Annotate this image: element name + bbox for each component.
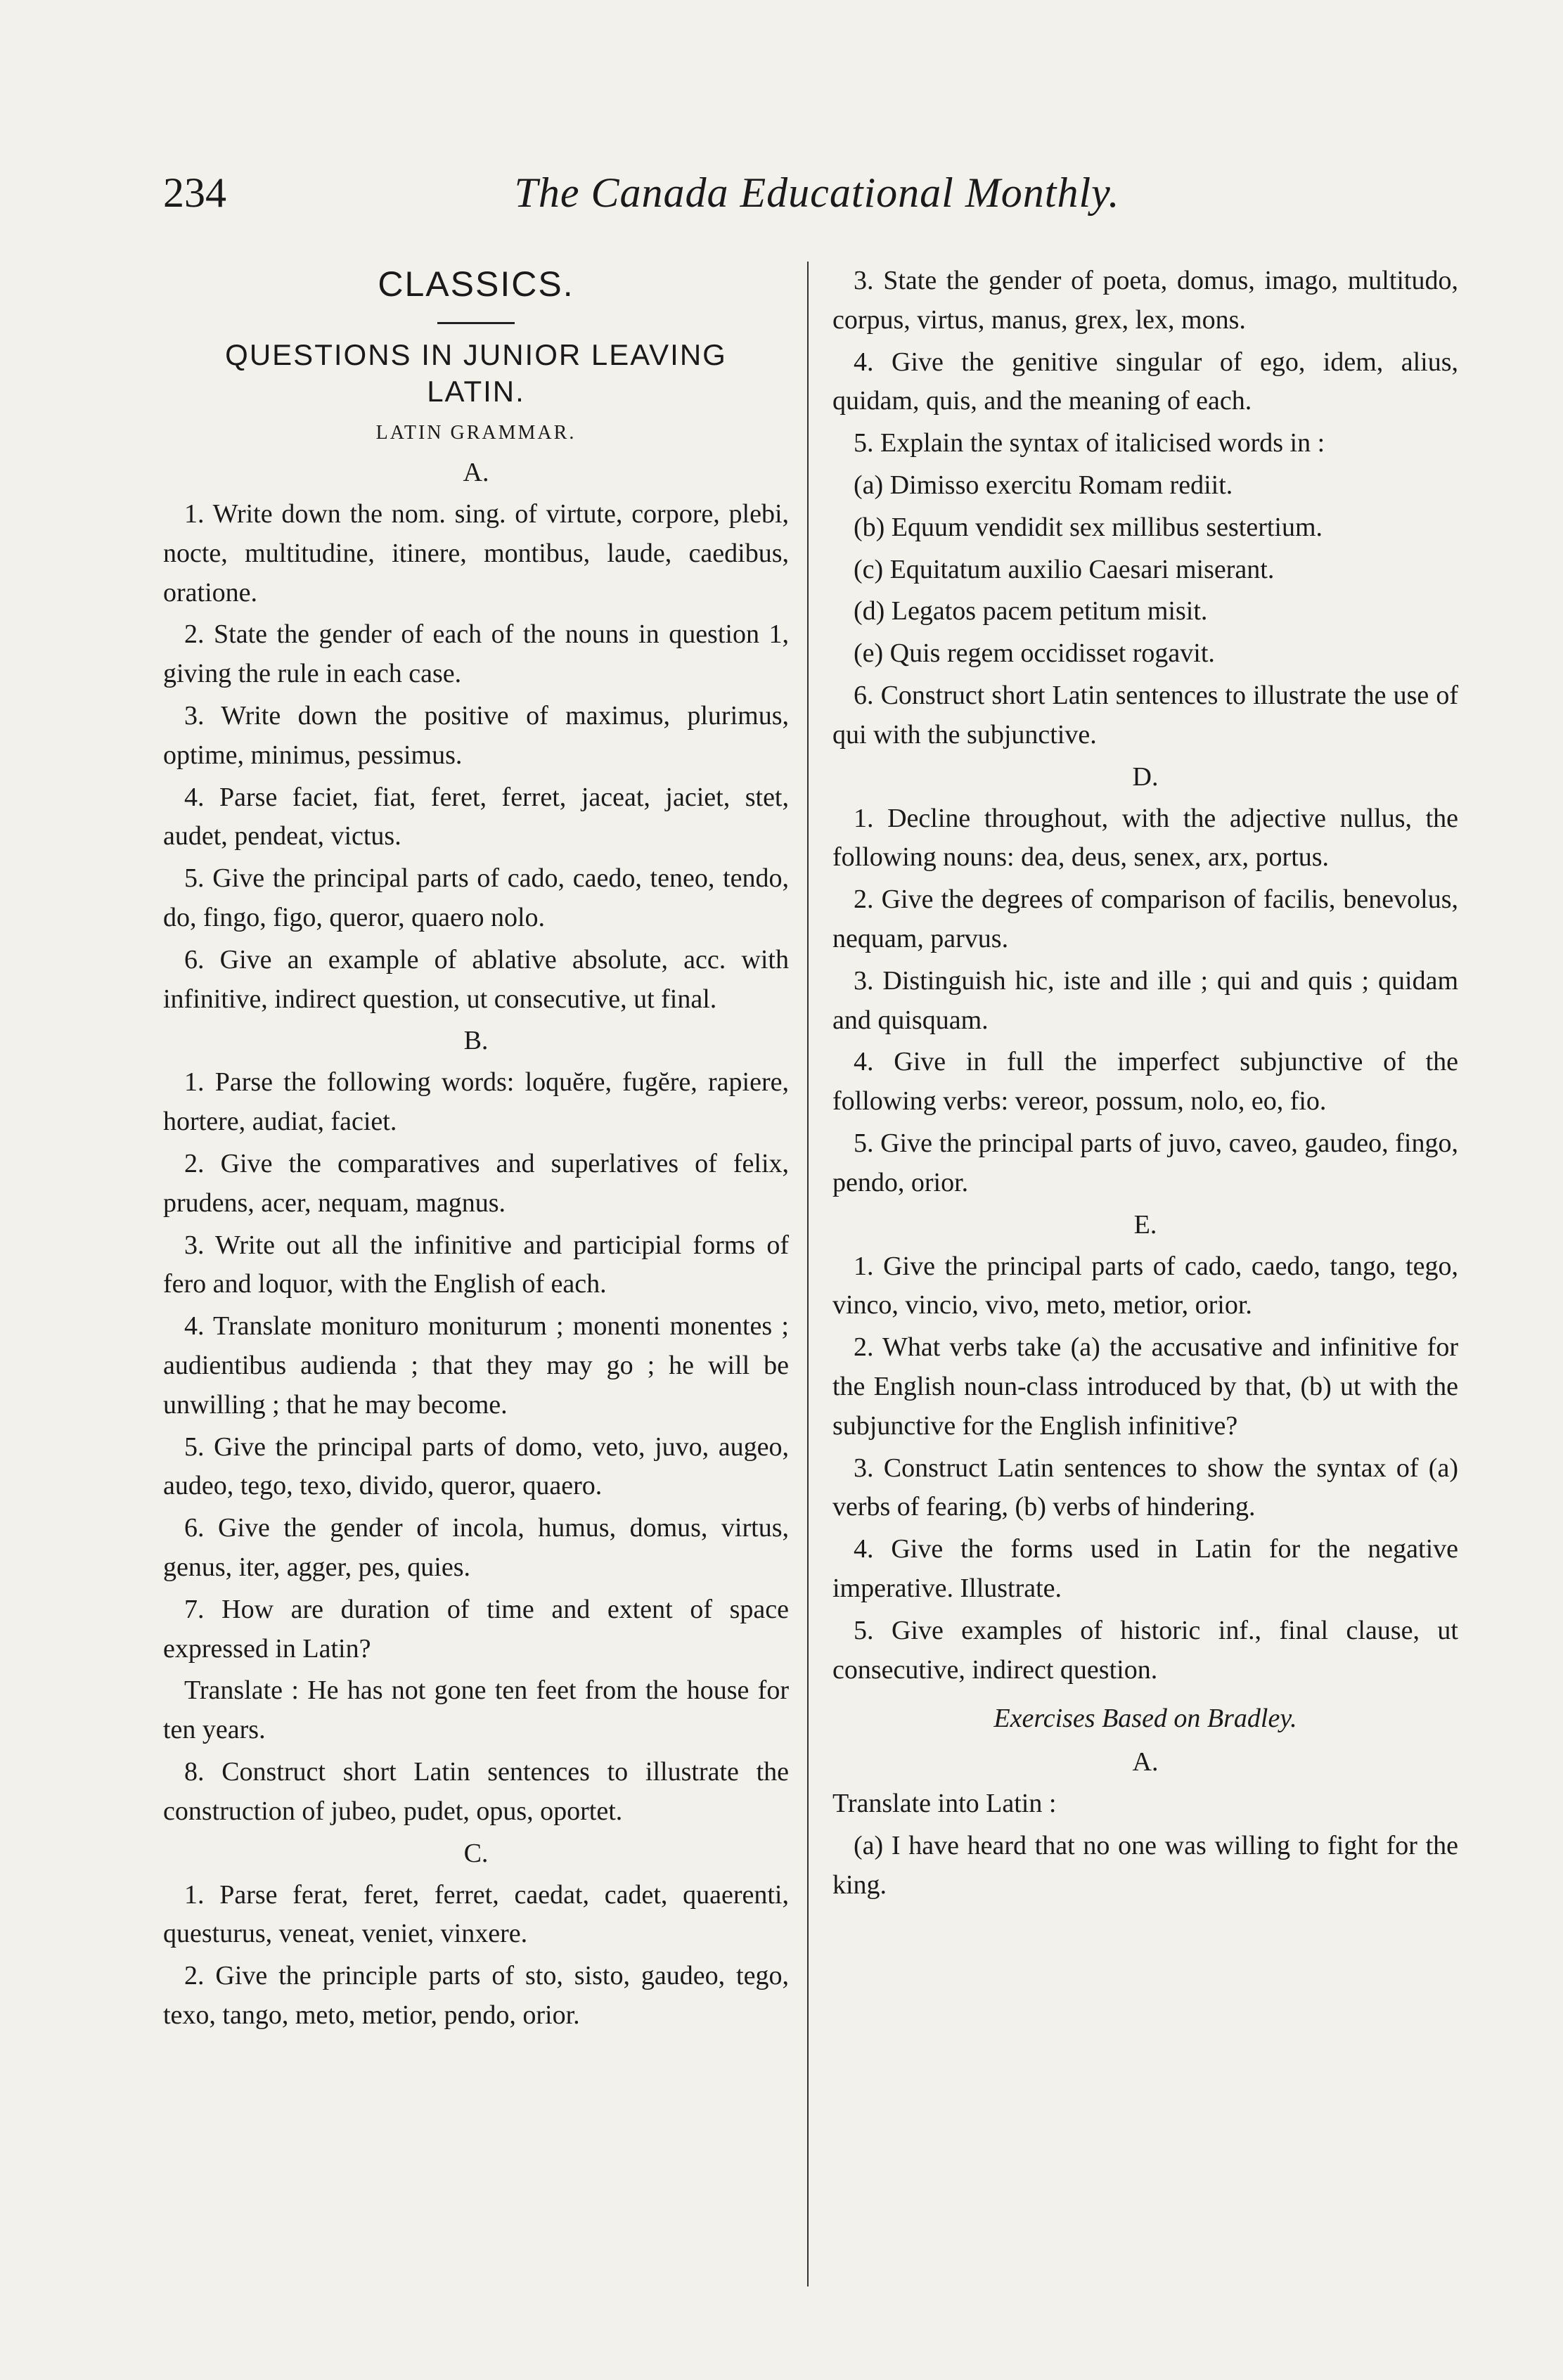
question-c4: 4. Give the genitive singular of ego, idem, alius, quidam, quis, and the meaning of each. bbox=[832, 347, 1458, 416]
question-d1: 1. Decline throughout, with the adjective nullus, the following nouns: dea, deus, senex, arx, portus. bbox=[832, 803, 1458, 873]
section-b-heading: B. bbox=[463, 1026, 489, 1056]
question-d5: 5. Give the principal parts of juvo, caveo, gaudeo, fingo, pendo, orior. bbox=[832, 1128, 1458, 1197]
question-c5c: (c) Equitatum auxilio Caesari miserant. bbox=[854, 554, 1275, 584]
question-d2: 2. Give the degrees of comparison of facilis, benevolus, nequam, parvus. bbox=[832, 885, 1458, 953]
question-b2: 2. Give the comparatives and superlatives of felix, prudens, acer, nequam, magnus. bbox=[163, 1148, 789, 1218]
page-number: 234 bbox=[163, 169, 226, 216]
right-column bbox=[832, 262, 1458, 1908]
question-d3: 3. Distinguish hic, iste and ille ; qui and quis ; quidam and quisquam. bbox=[832, 965, 1458, 1035]
question-c5e: (e) Quis regem occidisset rogavit. bbox=[854, 638, 1215, 669]
question-b5: 5. Give the principal parts of domo, veto, juvo, augeo, audeo, tego, texo, divido, queror, quaero. bbox=[163, 1432, 789, 1501]
question-a1: 1. Write down the nom. sing. of virtute, corpore, plebi, nocte, multitudine, itinere, montibus, laude, caedibus, oratione. bbox=[163, 499, 789, 607]
question-e1: 1. Give the principal parts of cado, caedo, tango, tego, vinco, vincio, vivo, meto, metior, orior. bbox=[832, 1251, 1458, 1320]
question-a2: 2. State the gender of each of the nouns in question 1, giving the rule in each case. bbox=[163, 619, 789, 689]
exercises-section-a-heading: A. bbox=[1132, 1747, 1159, 1777]
question-e2: 2. What verbs take (a) the accusative and infinitive for the English noun-class introduced by that, (b) ut with the subjunctive for the English infinitive? bbox=[832, 1332, 1458, 1441]
question-c3: 3. State the gender of poeta, domus, imago, multitudo, corpus, virtus, manus, grex, lex, mons. bbox=[832, 266, 1458, 335]
question-b8: 8. Construct short Latin sentences to illustrate the construction of jubeo, pudet, opus, oportet. bbox=[163, 1756, 789, 1826]
exercises-title: Exercises Based on Bradley. bbox=[993, 1704, 1297, 1734]
translate-instruction: Translate into Latin : bbox=[832, 1789, 1057, 1819]
article-title-line2: LATIN. bbox=[427, 375, 525, 408]
question-b3: 3. Write out all the infinitive and participial forms of fero and loquor, with the English of each. bbox=[163, 1230, 789, 1299]
question-c5a: (a) Dimisso exercitu Romam rediit. bbox=[854, 470, 1233, 500]
question-b7: 7. How are duration of time and extent of space expressed in Latin? bbox=[163, 1594, 789, 1664]
exercise-a: (a) I have heard that no one was willing to fight for the king. bbox=[832, 1830, 1458, 1900]
question-b1: 1. Parse the following words: loquĕre, fugĕre, rapiere, hortere, audiat, faciet. bbox=[163, 1067, 789, 1137]
question-c1: 1. Parse ferat, feret, ferret, caedat, cadet, quaerenti, questurus, veneat, veniet, vinxere. bbox=[163, 1879, 789, 1949]
section-a-heading: A. bbox=[463, 458, 489, 487]
page-header bbox=[163, 169, 1471, 232]
question-e4: 4. Give the forms used in Latin for the negative imperative. Illustrate. bbox=[832, 1534, 1458, 1603]
question-c6: 6. Construct short Latin sentences to illustrate the use of qui with the subjunctive. bbox=[832, 680, 1458, 750]
question-c5d: (d) Legatos pacem petitum misit. bbox=[854, 596, 1208, 626]
section-heading-classics: CLASSICS. bbox=[378, 264, 574, 304]
journal-title: The Canada Educational Monthly. bbox=[514, 169, 1120, 216]
section-c-heading: C. bbox=[463, 1838, 489, 1868]
section-d-heading: D. bbox=[1132, 761, 1159, 792]
question-a4: 4. Parse faciet, fiat, feret, ferret, jaceat, jaciet, stet, audet, pendeat, victus. bbox=[163, 782, 789, 851]
left-column bbox=[163, 262, 789, 2038]
subtitle-latin-grammar: LATIN GRAMMAR. bbox=[375, 422, 577, 444]
question-b6: 6. Give the gender of incola, humus, domus, virtus, genus, iter, agger, pes, quies. bbox=[163, 1513, 789, 1582]
article-title-line1: QUESTIONS IN JUNIOR LEAVING bbox=[225, 338, 727, 371]
question-c2: 2. Give the principle parts of sto, sisto, gaudeo, tego, texo, tango, meto, metior, pendo, orior. bbox=[163, 1961, 789, 2030]
question-a3: 3. Write down the positive of maximus, plurimus, optime, minimus, pessimus. bbox=[163, 700, 789, 770]
section-e-heading: E. bbox=[1133, 1209, 1157, 1240]
question-b4: 4. Translate monituro moniturum ; monenti monentes ; audientibus audienda ; that they may go ; he will be unwilling ; that he may become. bbox=[163, 1311, 789, 1420]
question-c5b: (b) Equum vendidit sex millibus sestertium. bbox=[854, 512, 1323, 542]
question-a5: 5. Give the principal parts of cado, caedo, teneo, tendo, do, fingo, figo, queror, quaero nolo. bbox=[163, 863, 789, 932]
question-a6: 6. Give an example of ablative absolute, acc. with infinitive, indirect question, ut consecutive, ut final. bbox=[163, 944, 789, 1014]
question-e3: 3. Construct Latin sentences to show the syntax of (a) verbs of fearing, (b) verbs of hindering. bbox=[832, 1453, 1458, 1522]
question-b7-translate: Translate : He has not gone ten feet from the house for ten years. bbox=[163, 1675, 789, 1745]
question-c5: 5. Explain the syntax of italicised words in : bbox=[854, 428, 1325, 458]
question-d4: 4. Give in full the imperfect subjunctive of the following verbs: vereor, possum, nolo, eo, fio. bbox=[832, 1047, 1458, 1117]
heading-rule bbox=[437, 322, 515, 324]
question-e5: 5. Give examples of historic inf., final clause, ut consecutive, indirect question. bbox=[832, 1615, 1458, 1685]
column-divider bbox=[807, 262, 809, 2286]
